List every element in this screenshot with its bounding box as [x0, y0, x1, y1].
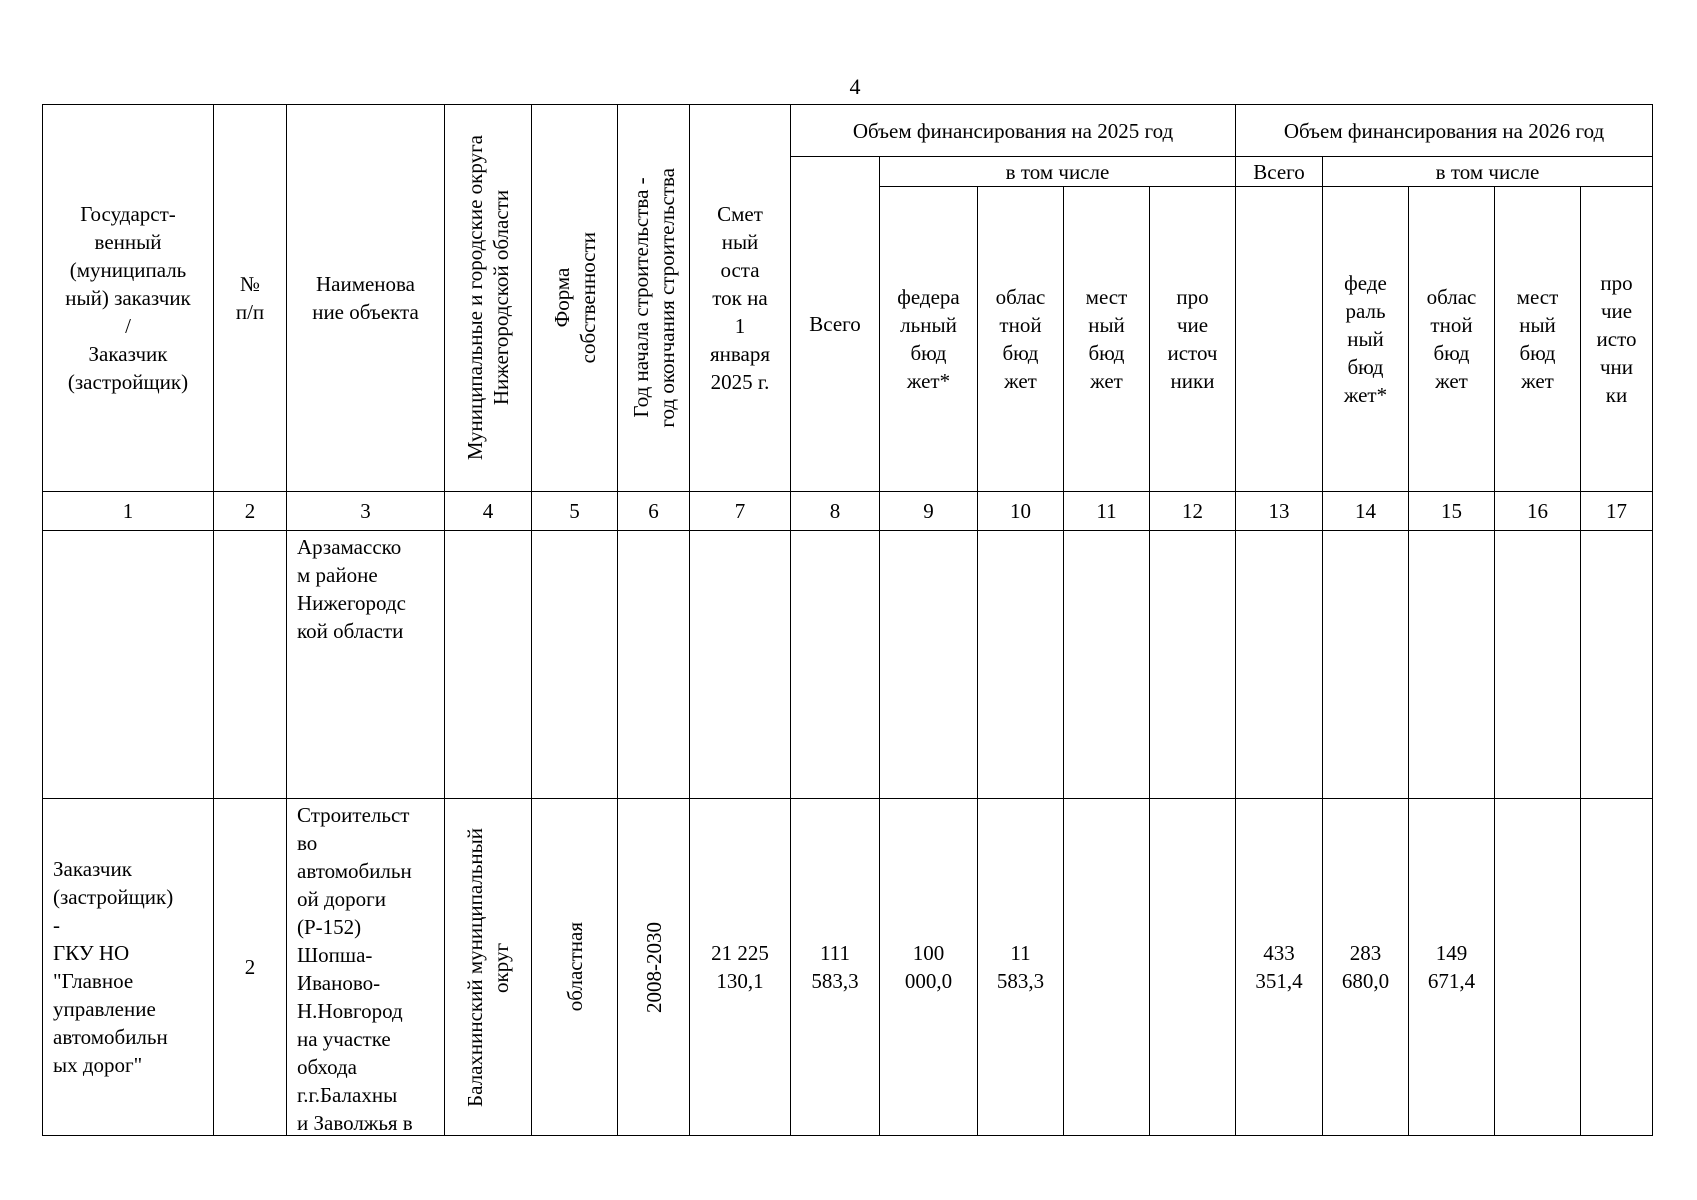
col-num-14: 14	[1323, 492, 1409, 531]
col-num-16: 16	[1495, 492, 1581, 531]
col-num-1: 1	[43, 492, 214, 531]
col-num-6: 6	[618, 492, 690, 531]
header-regional-2025: облас тной бюд жет	[978, 187, 1064, 492]
header-local-2025: мест ный бюд жет	[1064, 187, 1150, 492]
header-local-2026: мест ный бюд жет	[1495, 187, 1581, 492]
other-2025-cell	[1150, 799, 1236, 1136]
header-including-2026: в том числе	[1323, 157, 1653, 187]
col-num-2: 2	[214, 492, 287, 531]
ownership-cell: областная	[532, 799, 618, 1136]
page-number: 4	[849, 74, 861, 99]
col-num-15: 15	[1409, 492, 1495, 531]
col-num-5: 5	[532, 492, 618, 531]
col-num-10: 10	[978, 492, 1064, 531]
column-number-row	[43, 492, 1653, 531]
header-total-2026: Всего	[1236, 157, 1323, 187]
num-cell: 2	[214, 799, 287, 1136]
other-2026-cell	[1581, 799, 1653, 1136]
estimate-cell: 21 225 130,1	[690, 799, 791, 1136]
regional-2025-cell: 11 583,3	[978, 799, 1064, 1136]
col-num-11: 11	[1064, 492, 1150, 531]
object-name-cell: Арзамасско м районе Нижегородс кой области	[287, 531, 445, 799]
header-fin-2025: Объем финансирования на 2025 год	[791, 105, 1236, 157]
header-object-name: Наименова ние объекта	[287, 105, 445, 492]
municipal-cell: Балахнинский муниципальный округ	[445, 799, 532, 1136]
header-total-2025: Всего	[791, 157, 880, 492]
object-name-cell: Строительст во автомобильн ой дороги (Р-152) Шопша- Иваново- Н.Новгород на участке обхода г.г.Балахны и Заволжья в	[287, 799, 445, 1136]
total-2026-cell: 433 351,4	[1236, 799, 1323, 1136]
header-total-2026-cont	[1236, 187, 1323, 492]
local-2026-cell	[1495, 799, 1581, 1136]
header-ownership: Форма собственности	[532, 105, 618, 492]
federal-2026-cell: 283 680,0	[1323, 799, 1409, 1136]
header-federal-2026: феде раль ный бюд жет*	[1323, 187, 1409, 492]
header-estimate: Смет ный оста ток на 1 января 2025 г.	[690, 105, 791, 492]
header-federal-2025: федера льный бюд жет*	[880, 187, 978, 492]
col-num-9: 9	[880, 492, 978, 531]
table-row	[43, 531, 1653, 799]
local-2025-cell	[1064, 799, 1150, 1136]
col-num-3: 3	[287, 492, 445, 531]
header-other-2025: про чие источ ники	[1150, 187, 1236, 492]
header-regional-2026: облас тной бюд жет	[1409, 187, 1495, 492]
regional-2026-cell: 149 671,4	[1409, 799, 1495, 1136]
financing-table	[42, 104, 1653, 1136]
col-num-8: 8	[791, 492, 880, 531]
header-row-1	[43, 105, 1653, 157]
header-customer: Государст- венный (муниципаль ный) заказчик / Заказчик (застройщик)	[43, 105, 214, 492]
col-num-17: 17	[1581, 492, 1653, 531]
federal-2025-cell: 100 000,0	[880, 799, 978, 1136]
col-num-13: 13	[1236, 492, 1323, 531]
header-fin-2026: Объем финансирования на 2026 год	[1236, 105, 1653, 157]
years-cell: 2008-2030	[618, 799, 690, 1136]
header-including-2025: в том числе	[880, 157, 1236, 187]
header-num: № п/п	[214, 105, 287, 492]
col-num-12: 12	[1150, 492, 1236, 531]
header-other-2026: про чие исто чни ки	[1581, 187, 1653, 492]
customer-cell: Заказчик (застройщик) - ГКУ НО "Главное управление автомобильн ых дорог"	[43, 799, 214, 1136]
total-2025-cell: 111 583,3	[791, 799, 880, 1136]
col-num-4: 4	[445, 492, 532, 531]
col-num-7: 7	[690, 492, 791, 531]
table-row	[43, 799, 1653, 1136]
header-municipal: Муниципальные и городские округа Нижегородской области	[445, 105, 532, 492]
header-years: Год начала строительства - год окончания строительства	[618, 105, 690, 492]
